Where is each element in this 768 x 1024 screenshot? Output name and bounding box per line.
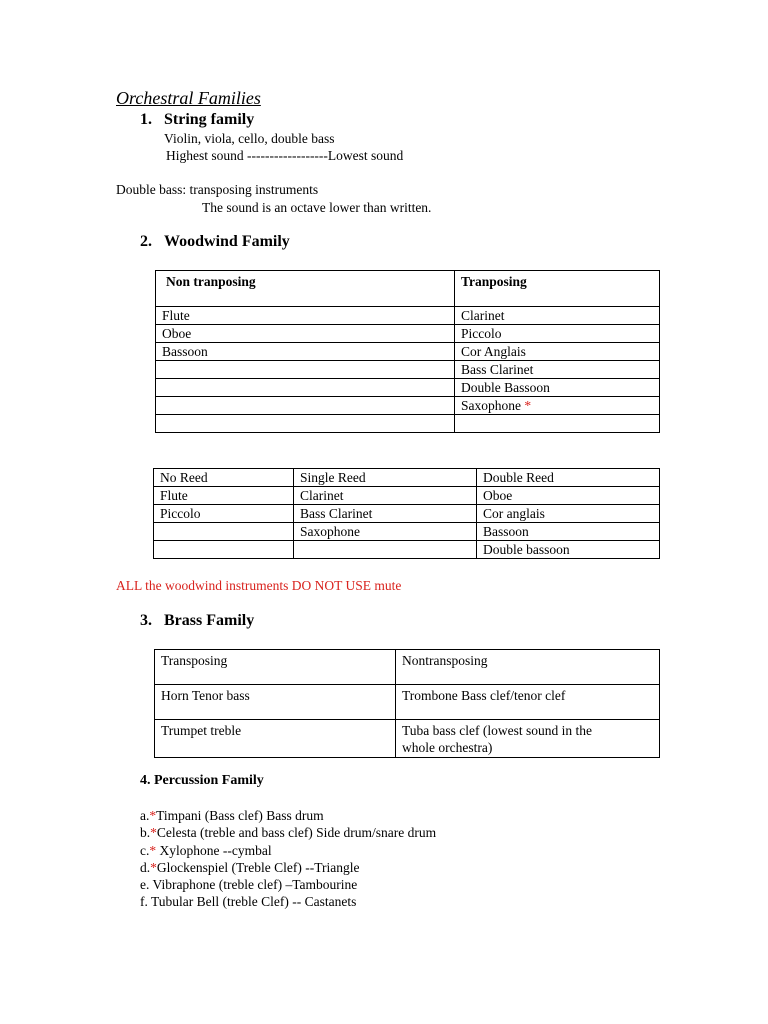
table-header: Nontransposing (396, 650, 660, 685)
cell-line: whole orchestra) (402, 740, 493, 755)
list-item (140, 824, 436, 841)
table-header-row (156, 271, 660, 307)
table-cell: Double Bassoon (455, 379, 660, 397)
table-row (155, 685, 660, 720)
table-row (156, 307, 660, 325)
list-item (140, 859, 436, 876)
item-label: a. (140, 808, 150, 823)
mute-note: ALL the woodwind instruments DO NOT USE mute (116, 578, 402, 593)
table-cell: Flute (156, 307, 455, 325)
table-cell: Flute (154, 487, 294, 505)
table-cell (154, 523, 294, 541)
list-item (140, 807, 436, 824)
string-instruments: Violin, viola, cello, double bass (164, 131, 335, 146)
section-title: Woodwind Family (164, 233, 290, 250)
item-label: c. (140, 842, 150, 858)
table-cell (294, 541, 477, 559)
table-cell: Bass Clarinet (294, 505, 477, 523)
percussion-list (140, 807, 436, 911)
section-number: 3. (140, 612, 152, 629)
item-label: f. (140, 894, 148, 910)
table-cell: Bass Clarinet (455, 361, 660, 379)
cell-line: Tuba bass clef (lowest sound in the (402, 723, 592, 738)
table-cell: Piccolo (455, 325, 660, 343)
asterisk-mark: * (150, 859, 157, 875)
table-header-row (154, 469, 660, 487)
table-header: No Reed (154, 469, 294, 487)
table-cell: Cor Anglais (455, 343, 660, 361)
list-item (140, 876, 436, 893)
table-cell (455, 415, 660, 433)
table-row (156, 343, 660, 361)
table-header: Transposing (155, 650, 396, 685)
brass-table (154, 649, 660, 758)
table-cell: Trumpet treble (155, 720, 396, 758)
table-header: Double Reed (477, 469, 660, 487)
asterisk-mark: * (524, 398, 532, 413)
table-cell (455, 397, 660, 415)
table-cell: Horn Tenor bass (155, 685, 396, 720)
octave-note: The sound is an octave lower than written. (202, 200, 432, 215)
list-item (140, 842, 436, 859)
item-text: Celesta (treble and bass clef) Side drum/snare drum (156, 825, 437, 841)
table-cell: Trombone Bass clef/tenor clef (396, 685, 660, 720)
table-row (154, 487, 660, 505)
asterisk-mark: * (150, 825, 157, 841)
section-number: 1. (140, 111, 152, 128)
table-cell: Cor anglais (477, 505, 660, 523)
woodwind-transposing-table (155, 270, 660, 433)
item-label: b. (140, 825, 151, 841)
asterisk-mark: * (149, 808, 157, 823)
table-cell (154, 541, 294, 559)
table-row (156, 325, 660, 343)
table-cell: Saxophone (294, 523, 477, 541)
item-text: Xylophone --cymbal (159, 842, 272, 858)
table-row (155, 720, 660, 758)
section-title: String family (164, 111, 255, 128)
table-cell (156, 415, 455, 433)
table-cell: Oboe (477, 487, 660, 505)
table-header: Non tranposing (156, 271, 455, 307)
string-family-heading (140, 111, 254, 129)
table-row (156, 415, 660, 433)
table-row (154, 523, 660, 541)
table-cell (156, 361, 455, 379)
table-cell (156, 379, 455, 397)
table-cell: Double bassoon (477, 541, 660, 559)
table-header: Single Reed (294, 469, 477, 487)
section-number: 2. (140, 233, 152, 250)
table-cell: Oboe (156, 325, 455, 343)
item-text: Glockenspiel (Treble Clef) --Triangle (156, 859, 360, 875)
item-text: Tubular Bell (treble Clef) -- Castanets (147, 894, 357, 910)
woodwind-reed-table (153, 468, 660, 559)
table-row (154, 505, 660, 523)
string-range: Highest sound ------------------Lowest sound (166, 148, 404, 163)
list-item (140, 893, 436, 910)
item-text: Timpani (Bass clef) Bass drum (156, 808, 324, 823)
brass-family-heading (140, 612, 254, 630)
woodwind-family-heading (140, 233, 290, 251)
table-cell (156, 397, 455, 415)
table-cell: Piccolo (154, 505, 294, 523)
table-cell: Bassoon (477, 523, 660, 541)
table-row (156, 379, 660, 397)
section-title: Brass Family (164, 612, 255, 629)
page-title: Orchestral Families (116, 88, 261, 108)
table-cell: Bassoon (156, 343, 455, 361)
table-row (156, 361, 660, 379)
table-cell: Clarinet (294, 487, 477, 505)
item-label: d. (140, 859, 151, 875)
cell-text: Saxophone (461, 398, 521, 413)
table-cell: Clarinet (455, 307, 660, 325)
table-row (154, 541, 660, 559)
table-header: Tranposing (455, 271, 660, 307)
table-header-row (155, 650, 660, 685)
table-row (156, 397, 660, 415)
asterisk-mark: * (149, 842, 160, 858)
table-cell (396, 720, 660, 758)
double-bass-note: Double bass: transposing instruments (116, 182, 319, 197)
item-text: Vibraphone (treble clef) –Tambourine (149, 877, 358, 893)
item-label: e. (140, 877, 150, 893)
percussion-family-heading: 4. Percussion Family (140, 773, 264, 788)
